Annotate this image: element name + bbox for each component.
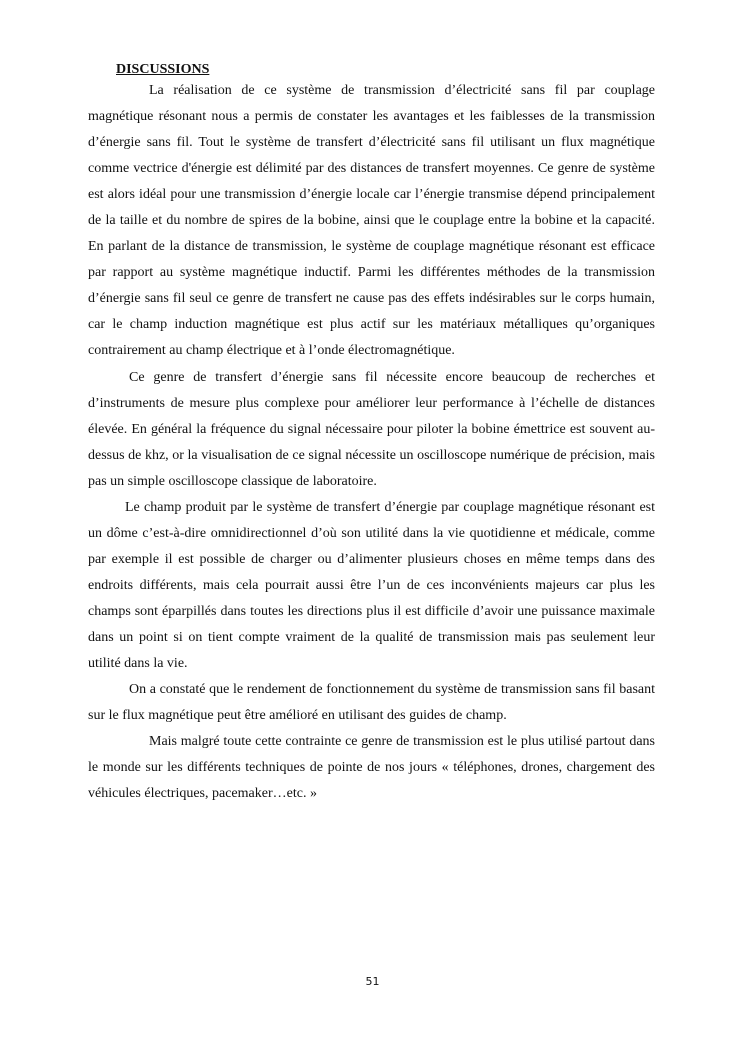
paragraph-2: Ce genre de transfert d’énergie sans fil nécessite encore beaucoup de recherches et d’instruments de mesure plus complexe pour améliorer leur performance à l’échelle de distances élevée. En général la fréquence du signal nécessaire pour piloter la bobine émettrice est souvent au-dessus de khz, or la visualisation de ce signal nécessite un oscilloscope numérique de précision, mais pas un simple oscilloscope classique de laboratoire. <box>88 369 655 489</box>
paragraph-5: Mais malgré toute cette contrainte ce genre de transmission est le plus utilisé partout dans le monde sur les différents techniques de pointe de nos jours « téléphones, drones, chargement des véhicules électriques, pacemaker…etc. » <box>88 734 655 802</box>
paragraph-4: On a constaté que le rendement de fonctionnement du système de transmission sans fil basant sur le flux magnétique peut être amélioré en utilisant des guides de champ. <box>88 682 655 724</box>
paragraph-1: La réalisation de ce système de transmission d’électricité sans fil par couplage magnétique résonant nous a permis de constater les avantages et les faiblesses de la transmission d’énergie sans fil. Tout le système de transfert d’électricité sans fil utilisant un flux magnétique comme vectrice d'énergie est délimité par des distances de transfert moyennes. Ce genre de système est alors idéal pour une transmission d’énergie locale car l’énergie transmise dépend principalement de la taille et du nombre de spires de la bobine, ainsi que le couplage entre la bobine et la capacité. En parlant de la distance de transmission, le système de couplage magnétique résonant est efficace par rapport au système magnétique inductif. Parmi les différentes méthodes de la transmission d’énergie sans fil seul ce genre de transfert ne cause pas des effets indésirables sur le corps humain, car le champ induction magnétique est plus actif sur les matériaux métalliques qu’organiques contrairement au champ électrique et à l’onde électromagnétique. <box>88 83 655 359</box>
body-text <box>88 78 655 807</box>
paragraph-3: Le champ produit par le système de transfert d’énergie par couplage magnétique résonant est un dôme c’est-à-dire omnidirectionnel d’où son utilité dans la vie quotidienne et médicale, comme par exemple il est possible de charger ou d’alimenter plusieurs choses en même temps dans des endroits différents, mais cela pourrait aussi être l’un de ces inconvénients majeurs car plus les champs sont éparpillés dans toutes les directions plus il est difficile d’avoir une puissance maximale dans un point si on tient compte vraiment de la qualité de transmission mais pas seulement leur utilité dans la vie. <box>88 499 655 672</box>
page-number: 51 <box>365 975 380 988</box>
section-heading: DISCUSSIONS <box>116 62 210 77</box>
